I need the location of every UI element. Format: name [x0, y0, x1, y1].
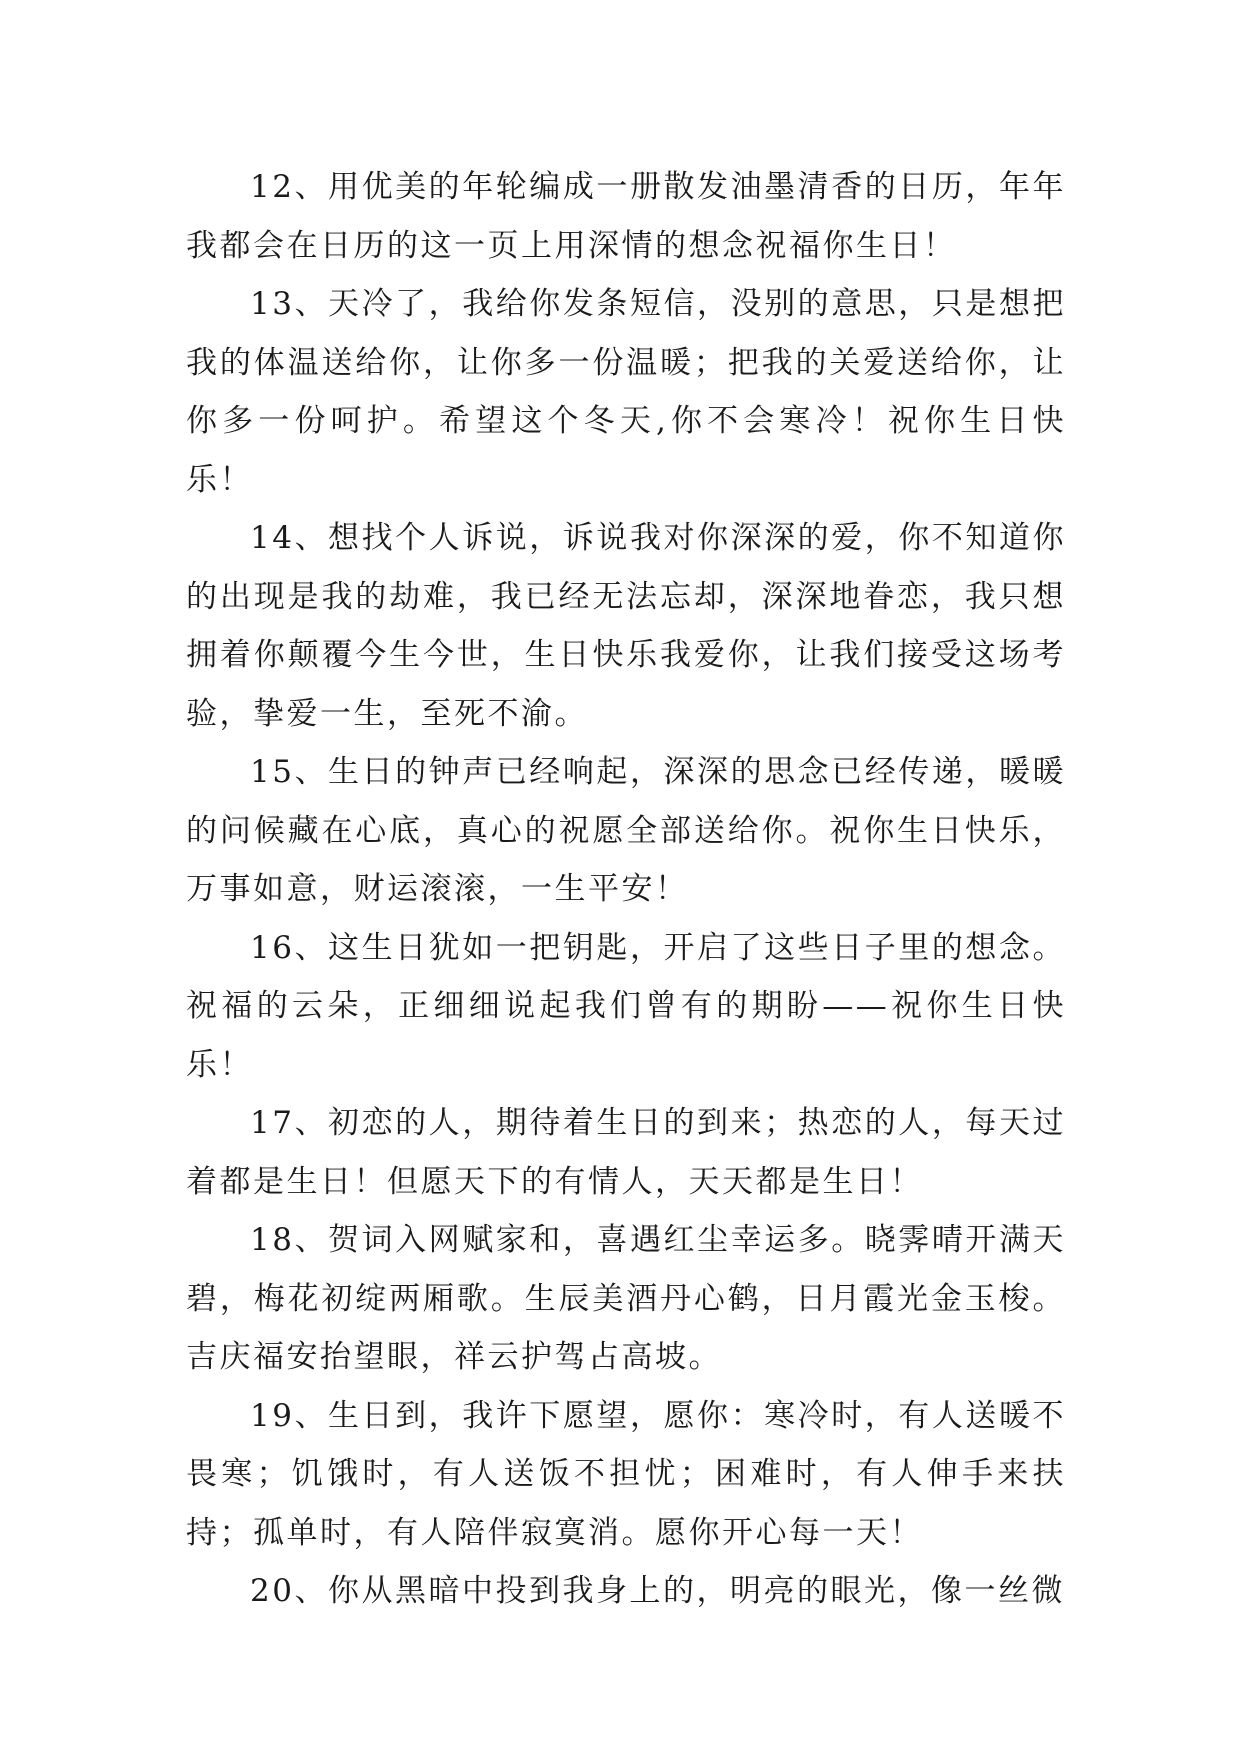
paragraph-16: 16、这生日犹如一把钥匙，开启了这些日子里的想念。祝福的云朵，正细细说起我们曾有的期盼——祝你生日快乐！ — [186, 929, 1066, 1083]
paragraph-14: 14、想找个人诉说，诉说我对你深深的爱，你不知道你的出现是我的劫难，我已经无法忘却，深深地眷恋，我只想拥着你颠覆今生今世，生日快乐我爱你，让我们接受这场考验，挚爱一生，至死不渝。 — [186, 520, 1066, 732]
paragraph-20: 20、你从黑暗中投到我身上的，明亮的眼光，像一丝微 — [250, 1573, 1065, 1609]
paragraph-15: 15、生日的钟声已经响起，深深的思念已经传递，暖暖的问候藏在心底，真心的祝愿全部送给你。祝你生日快乐，万事如意，财运滚滚，一生平安！ — [186, 754, 1066, 907]
paragraph-17: 17、初恋的人，期待着生日的到来；热恋的人，每天过着都是生日！但愿天下的有情人，天天都是生日！ — [186, 1105, 1066, 1200]
paragraph-12: 12、用优美的年轮编成一册散发油墨清香的日历，年年我都会在日历的这一页上用深情的想念祝福你生日！ — [186, 169, 1066, 264]
paragraph-19: 19、生日到，我许下愿望，愿你：寒冷时，有人送暖不畏寒；饥饿时，有人送饭不担忧；困难时，有人伸手来扶持；孤单时，有人陪伴寂寞消。愿你开心每一天！ — [186, 1397, 1066, 1551]
paragraph-18: 18、贺词入网赋家和，喜遇红尘幸运多。晓霁晴开满天碧，梅花初绽两厢歌。生辰美酒丹心鹤，日月霞光金玉梭。吉庆福安抬望眼，祥云护驾占高坡。 — [186, 1222, 1066, 1375]
paragraph-13: 13、天冷了，我给你发条短信，没别的意思，只是想把我的体温送给你，让你多一份温暖；把我的关爱送给你，让你多一份呵护。希望这个冬天,你不会寒冷！祝你生日快乐！ — [186, 286, 1066, 498]
document-body — [186, 158, 1066, 1621]
